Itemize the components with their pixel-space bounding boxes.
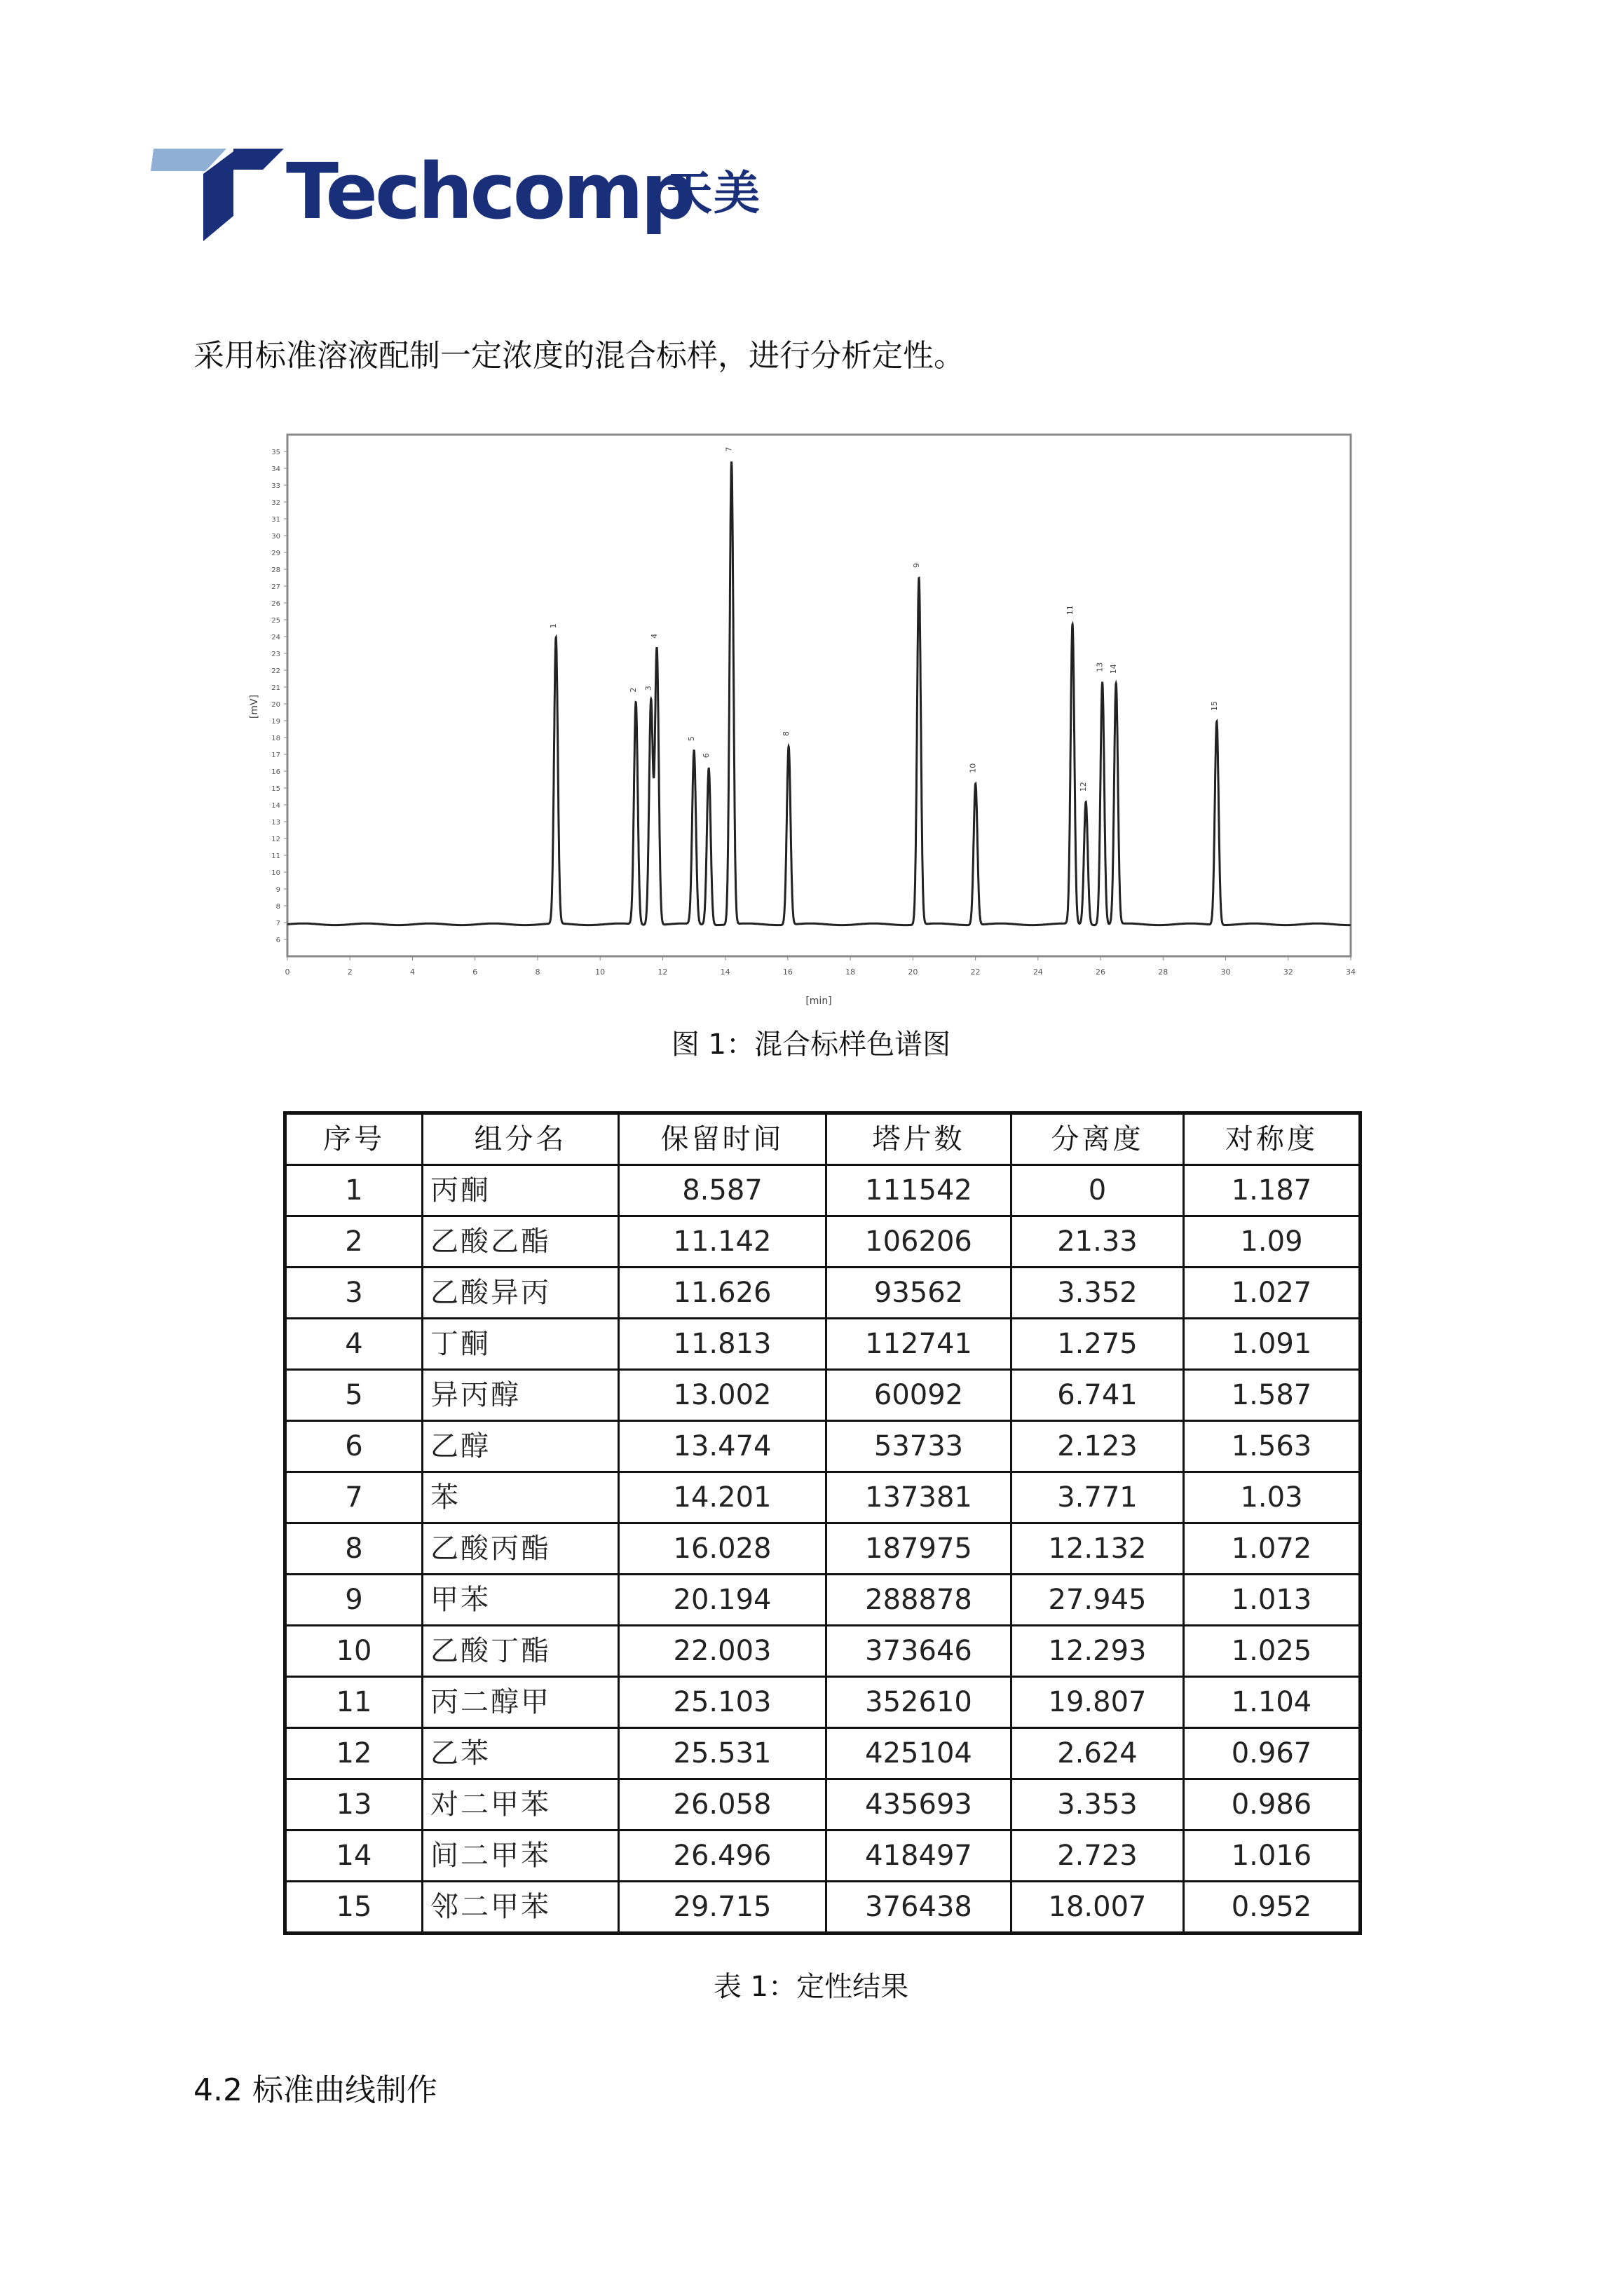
- peak-label: 10: [968, 763, 978, 773]
- peak-label: 7: [724, 447, 734, 452]
- y-tick-label: 31: [271, 516, 280, 524]
- peak-label: 8: [782, 731, 791, 736]
- cell-plate-number: 425104: [826, 1728, 1011, 1779]
- y-tick-label: 15: [271, 785, 280, 793]
- cell-index: 9: [285, 1575, 423, 1626]
- table-body: [285, 1165, 1361, 1934]
- chromatogram-trace: [287, 461, 1351, 925]
- table-caption: 表 1：定性结果: [713, 1971, 909, 2003]
- y-tick-label: 23: [271, 651, 280, 658]
- techcomp-logo-mark-icon: [151, 149, 284, 243]
- table-row: [285, 1882, 1361, 1934]
- cell-symmetry: 1.09: [1184, 1216, 1361, 1268]
- x-tick-label: 10: [595, 967, 606, 977]
- cell-resolution: 2.723: [1011, 1830, 1184, 1882]
- cell-retention-time: 22.003: [619, 1626, 826, 1677]
- logo-text-cn: 天美: [666, 166, 761, 220]
- cell-index: 3: [285, 1268, 423, 1319]
- peak-label: 3: [643, 686, 653, 691]
- table-row: [285, 1472, 1361, 1523]
- plot-frame: [287, 435, 1351, 956]
- x-tick-label: 12: [657, 967, 668, 977]
- cell-resolution: 2.624: [1011, 1728, 1184, 1779]
- table-header-row: [285, 1113, 1361, 1165]
- cell-symmetry: 1.072: [1184, 1523, 1361, 1575]
- cell-symmetry: 1.187: [1184, 1165, 1361, 1216]
- y-tick-label: 21: [271, 684, 280, 692]
- cell-plate-number: 112741: [826, 1319, 1011, 1370]
- cell-index: 4: [285, 1319, 423, 1370]
- y-tick-label: 16: [271, 768, 280, 776]
- y-tick-label: 34: [271, 466, 280, 473]
- peak-label: 6: [702, 753, 711, 759]
- y-tick-label: 11: [271, 852, 280, 860]
- cell-plate-number: 373646: [826, 1626, 1011, 1677]
- cell-plate-number: 187975: [826, 1523, 1011, 1575]
- cell-index: 12: [285, 1728, 423, 1779]
- x-tick-label: 34: [1346, 967, 1356, 977]
- x-tick-label: 0: [285, 967, 290, 977]
- cell-resolution: 27.945: [1011, 1575, 1184, 1626]
- cell-component-name: 乙酸乙酯: [423, 1216, 619, 1268]
- peak-label: 14: [1109, 664, 1119, 674]
- cell-retention-time: 25.103: [619, 1677, 826, 1728]
- cell-symmetry: 1.03: [1184, 1472, 1361, 1523]
- x-tick-label: 4: [409, 967, 415, 977]
- y-tick-label: 6: [275, 937, 280, 944]
- cell-component-name: 邻二甲苯: [423, 1882, 619, 1934]
- cell-symmetry: 1.587: [1184, 1370, 1361, 1421]
- cell-retention-time: 29.715: [619, 1882, 826, 1934]
- cell-component-name: 乙苯: [423, 1728, 619, 1779]
- table-row: [285, 1216, 1361, 1268]
- logo-text: Techcomp: [286, 147, 693, 236]
- table-row: [285, 1677, 1361, 1728]
- cell-component-name: 苯: [423, 1472, 619, 1523]
- y-tick-label: 17: [271, 752, 280, 759]
- cell-plate-number: 53733: [826, 1421, 1011, 1472]
- table-row: [285, 1728, 1361, 1779]
- cell-index: 5: [285, 1370, 423, 1421]
- cell-component-name: 对二甲苯: [423, 1779, 619, 1830]
- y-tick-label: 7: [275, 920, 280, 928]
- table-row: [285, 1319, 1361, 1370]
- y-tick-label: 25: [271, 617, 280, 625]
- cell-plate-number: 137381: [826, 1472, 1011, 1523]
- cell-index: 15: [285, 1882, 423, 1934]
- cell-retention-time: 11.626: [619, 1268, 826, 1319]
- peak-label: 9: [912, 563, 922, 568]
- chromatogram-chart: [242, 421, 1377, 1024]
- x-tick-label: 18: [845, 967, 856, 977]
- table-row: [285, 1626, 1361, 1677]
- x-tick-label: 24: [1033, 967, 1043, 977]
- cell-resolution: 3.353: [1011, 1779, 1184, 1830]
- x-axis-label: [min]: [805, 996, 832, 1007]
- cell-retention-time: 16.028: [619, 1523, 826, 1575]
- cell-symmetry: 1.013: [1184, 1575, 1361, 1626]
- cell-symmetry: 0.952: [1184, 1882, 1361, 1934]
- cell-resolution: 12.132: [1011, 1523, 1184, 1575]
- y-tick-label: 19: [271, 718, 280, 726]
- cell-symmetry: 1.563: [1184, 1421, 1361, 1472]
- cell-resolution: 18.007: [1011, 1882, 1184, 1934]
- y-tick-label: 24: [271, 634, 280, 641]
- y-tick-label: 33: [271, 482, 280, 490]
- cell-resolution: 21.33: [1011, 1216, 1184, 1268]
- cell-index: 13: [285, 1779, 423, 1830]
- cell-retention-time: 13.474: [619, 1421, 826, 1472]
- x-tick-label: 20: [908, 967, 918, 977]
- table-row: [285, 1165, 1361, 1216]
- y-tick-label: 30: [271, 533, 280, 541]
- x-tick-label: 6: [472, 967, 478, 977]
- y-tick-label: 28: [271, 566, 280, 574]
- x-tick-label: 16: [782, 967, 793, 977]
- cell-component-name: 甲苯: [423, 1575, 619, 1626]
- y-tick-label: 22: [271, 667, 280, 675]
- cell-component-name: 间二甲苯: [423, 1830, 619, 1882]
- cell-retention-time: 26.058: [619, 1779, 826, 1830]
- x-tick-label: 30: [1220, 967, 1231, 977]
- y-axis-ticks: [271, 449, 287, 944]
- cell-symmetry: 1.091: [1184, 1319, 1361, 1370]
- x-tick-label: 26: [1096, 967, 1106, 977]
- cell-plate-number: 288878: [826, 1575, 1011, 1626]
- table-row: [285, 1575, 1361, 1626]
- header-index: 序号: [285, 1113, 423, 1165]
- cell-plate-number: 106206: [826, 1216, 1011, 1268]
- y-tick-label: 13: [271, 819, 280, 827]
- x-tick-label: 8: [535, 967, 540, 977]
- header-component-name: 组分名: [423, 1113, 619, 1165]
- cell-retention-time: 11.813: [619, 1319, 826, 1370]
- table-row: [285, 1779, 1361, 1830]
- cell-resolution: 6.741: [1011, 1370, 1184, 1421]
- chromatogram-figure: [242, 421, 1377, 1024]
- cell-plate-number: 352610: [826, 1677, 1011, 1728]
- cell-retention-time: 11.142: [619, 1216, 826, 1268]
- cell-component-name: 异丙醇: [423, 1370, 619, 1421]
- section-heading: 4.2 标准曲线制作: [193, 2072, 437, 2108]
- cell-component-name: 乙酸丁酯: [423, 1626, 619, 1677]
- y-tick-label: 14: [271, 802, 280, 810]
- cell-resolution: 3.352: [1011, 1268, 1184, 1319]
- cell-component-name: 丁酮: [423, 1319, 619, 1370]
- cell-retention-time: 14.201: [619, 1472, 826, 1523]
- cell-plate-number: 60092: [826, 1370, 1011, 1421]
- table-row: [285, 1370, 1361, 1421]
- cell-resolution: 2.123: [1011, 1421, 1184, 1472]
- y-tick-label: 20: [271, 701, 280, 709]
- cell-retention-time: 25.531: [619, 1728, 826, 1779]
- cell-index: 6: [285, 1421, 423, 1472]
- cell-retention-time: 20.194: [619, 1575, 826, 1626]
- header-plate-number: 塔片数: [826, 1113, 1011, 1165]
- cell-component-name: 丙酮: [423, 1165, 619, 1216]
- y-tick-label: 26: [271, 600, 280, 608]
- header-retention-time: 保留时间: [619, 1113, 826, 1165]
- y-tick-label: 35: [271, 449, 280, 456]
- peak-label: 12: [1079, 782, 1089, 792]
- peak-label: 1: [549, 623, 559, 629]
- cell-retention-time: 8.587: [619, 1165, 826, 1216]
- peak-label: 5: [687, 736, 697, 742]
- y-tick-label: 29: [271, 550, 280, 557]
- cell-index: 11: [285, 1677, 423, 1728]
- cell-retention-time: 13.002: [619, 1370, 826, 1421]
- cell-plate-number: 435693: [826, 1779, 1011, 1830]
- cell-index: 10: [285, 1626, 423, 1677]
- cell-component-name: 丙二醇甲: [423, 1677, 619, 1728]
- peak-label: 2: [629, 687, 639, 693]
- y-tick-label: 27: [271, 583, 280, 591]
- table-row: [285, 1421, 1361, 1472]
- cell-index: 14: [285, 1830, 423, 1882]
- x-tick-label: 22: [970, 967, 981, 977]
- cell-resolution: 0: [1011, 1165, 1184, 1216]
- y-tick-label: 18: [271, 735, 280, 742]
- y-axis-label: [mV]: [249, 694, 260, 719]
- cell-resolution: 12.293: [1011, 1626, 1184, 1677]
- cell-retention-time: 26.496: [619, 1830, 826, 1882]
- y-tick-label: 32: [271, 499, 280, 507]
- x-tick-label: 2: [347, 967, 353, 977]
- cell-plate-number: 418497: [826, 1830, 1011, 1882]
- cell-index: 2: [285, 1216, 423, 1268]
- cell-plate-number: 93562: [826, 1268, 1011, 1319]
- peak-label: 4: [650, 633, 660, 639]
- y-tick-label: 9: [275, 886, 280, 894]
- peak-label: 13: [1095, 662, 1105, 672]
- intro-paragraph: 采用标准溶液配制一定浓度的混合标样，进行分析定性。: [193, 338, 965, 374]
- cell-plate-number: 376438: [826, 1882, 1011, 1934]
- qualitative-results-table: [283, 1111, 1362, 1935]
- cell-index: 8: [285, 1523, 423, 1575]
- cell-symmetry: 1.016: [1184, 1830, 1361, 1882]
- cell-resolution: 19.807: [1011, 1677, 1184, 1728]
- x-tick-label: 32: [1283, 967, 1293, 977]
- cell-symmetry: 0.986: [1184, 1779, 1361, 1830]
- y-tick-label: 12: [271, 836, 280, 843]
- cell-index: 1: [285, 1165, 423, 1216]
- x-tick-label: 28: [1158, 967, 1168, 977]
- header-symmetry: 对称度: [1184, 1113, 1361, 1165]
- cell-symmetry: 1.104: [1184, 1677, 1361, 1728]
- cell-component-name: 乙酸异丙: [423, 1268, 619, 1319]
- table-row: [285, 1830, 1361, 1882]
- cell-plate-number: 111542: [826, 1165, 1011, 1216]
- cell-resolution: 1.275: [1011, 1319, 1184, 1370]
- table-row: [285, 1523, 1361, 1575]
- cell-index: 7: [285, 1472, 423, 1523]
- x-tick-label: 14: [720, 967, 730, 977]
- cell-symmetry: 1.025: [1184, 1626, 1361, 1677]
- figure-caption: 图 1：混合标样色谱图: [671, 1028, 951, 1061]
- y-tick-label: 8: [275, 903, 280, 911]
- cell-component-name: 乙醇: [423, 1421, 619, 1472]
- peak-label: 15: [1209, 701, 1219, 711]
- cell-component-name: 乙酸丙酯: [423, 1523, 619, 1575]
- cell-resolution: 3.771: [1011, 1472, 1184, 1523]
- table-row: [285, 1268, 1361, 1319]
- techcomp-logo: [151, 149, 782, 243]
- y-tick-label: 10: [271, 869, 280, 877]
- x-axis-ticks: [285, 956, 1356, 977]
- header-resolution: 分离度: [1011, 1113, 1184, 1165]
- cell-symmetry: 0.967: [1184, 1728, 1361, 1779]
- peak-label: 11: [1065, 605, 1075, 616]
- cell-symmetry: 1.027: [1184, 1268, 1361, 1319]
